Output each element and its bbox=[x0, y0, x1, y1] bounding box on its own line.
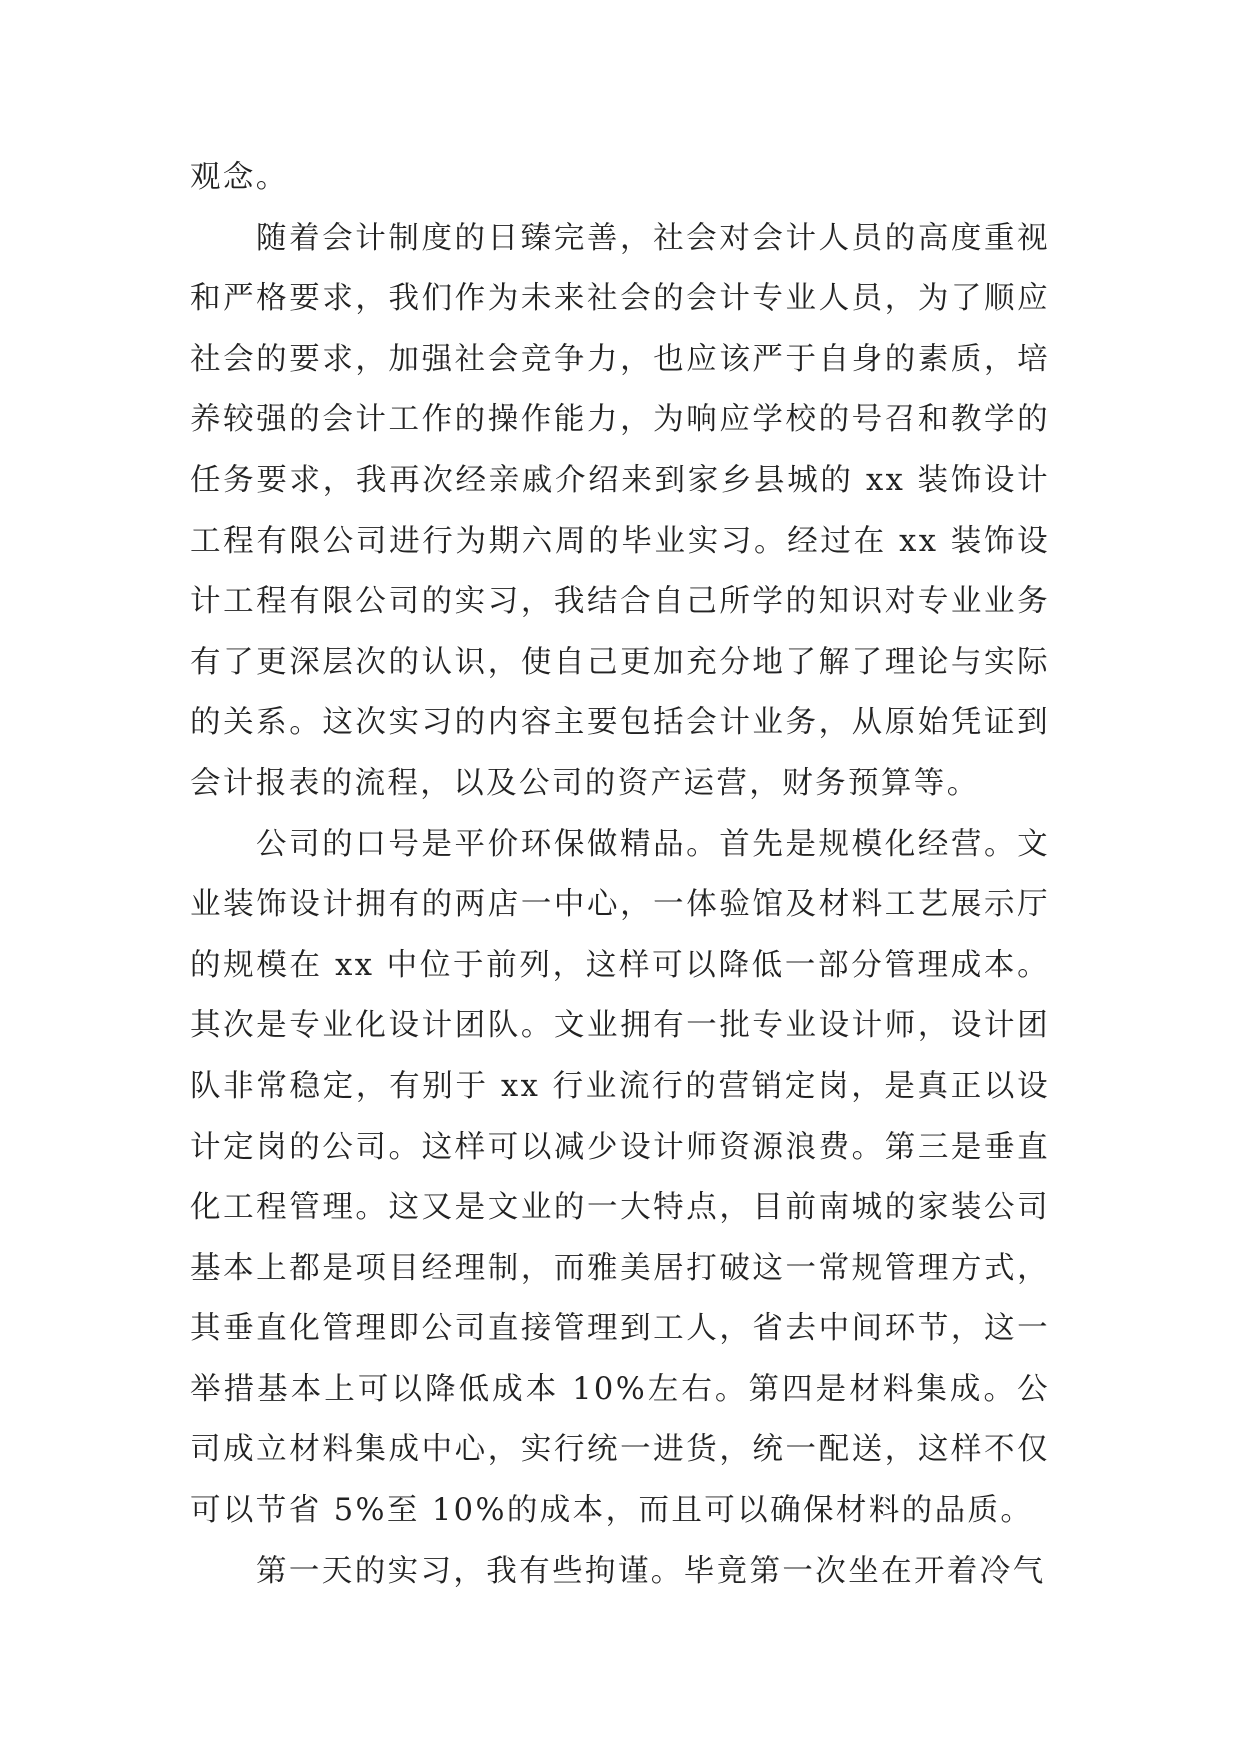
paragraph-continuation: 观念。 bbox=[190, 160, 289, 195]
document-body bbox=[190, 148, 1050, 1602]
paragraph-company-slogan: 公司的口号是平价环保做精品。首先是规模化经营。文业装饰设计拥有的两店一中心，一体验馆及材料工艺展示厅的规模在 xx 中位于前列，这样可以降低一部分管理成本。其次是专业化设计团队。文业拥有一批专业设计师，设计团队非常稳定，有别于 xx 行业流行的营销定岗，是真正以设计定岗的公司。这样可以减少设计师资源浪费。第三是垂直化工程管理。这又是文业的一大特点，目前南城的家装公司基本上都是项目经理制，而雅美居打破这一常规管理方式，其垂直化管理即公司直接管理到工人，省去中间环节，这一举措基本上可以降低成本 10%左右。第四是材料集成。公司成立材料集成中心，实行统一进货，统一配送，这样不仅可以节省 5%至 10%的成本，而且可以确保材料的品质。 bbox=[190, 826, 1050, 1529]
paragraph-first-day: 第一天的实习，我有些拘谨。毕竟第一次坐在开着冷气 bbox=[256, 1553, 1046, 1589]
paragraph-accounting-internship: 随着会计制度的日臻完善，社会对会计人员的高度重视和严格要求，我们作为未来社会的会计专业人员，为了顺应社会的要求，加强社会竞争力，也应该严于自身的素质，培养较强的会计工作的操作能力，为响应学校的号召和教学的任务要求，我再次经亲戚介绍来到家乡县城的 xx 装饰设计工程有限公司进行为期六周的毕业实习。经过在 xx 装饰设计工程有限公司的实习，我结合自己所学的知识对专业业务有了更深层次的认识，使自己更加充分地了解了理论与实际的关系。这次实习的内容主要包括会计业务，从原始凭证到会计报表的流程，以及公司的资产运营，财务预算等。 bbox=[190, 220, 1050, 801]
